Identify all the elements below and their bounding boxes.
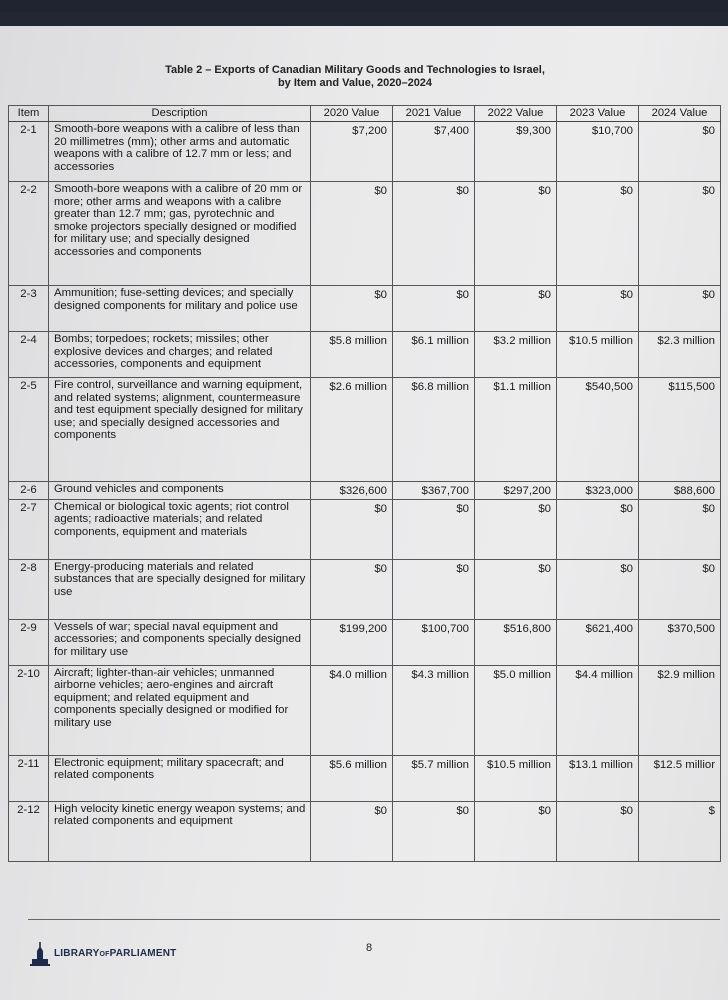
table-title-line-1: Table 2 – Exports of Canadian Military Goods and Technologies to Israel, [165,64,545,76]
value-2021: $5.7 million [393,755,475,801]
value-2024: $12.5 millior [639,755,721,801]
table-row [9,332,721,378]
value-2021: $6.8 million [393,378,475,482]
value-2023: $10.5 million [557,332,639,378]
value-2023: $4.4 million [557,665,639,755]
value-2021: $367,700 [393,482,475,500]
item-code: 2-2 [9,182,49,286]
value-2020: $5.6 million [311,755,393,801]
value-2024: $115,500 [639,378,721,482]
value-2022: $0 [475,499,557,559]
header-2024-value: 2024 Value [639,106,721,122]
value-2020: $0 [311,499,393,559]
value-2021: $0 [393,559,475,619]
table-row [9,482,721,500]
value-2023: $10,700 [557,122,639,182]
item-description: Vessels of war; special naval equipment and accessories; and components specially designed for military use [49,619,311,665]
table-body [9,122,721,862]
value-2024: $2.3 million [639,332,721,378]
value-2020: $5.8 million [311,332,393,378]
value-2023: $0 [557,559,639,619]
background-edge [0,12,728,26]
table-row [9,665,721,755]
value-2020: $7,200 [311,122,393,182]
value-2020: $0 [311,286,393,332]
value-2021: $0 [393,286,475,332]
value-2022: $1.1 million [475,378,557,482]
value-2023: $0 [557,182,639,286]
table-header-row [9,106,721,122]
item-code: 2-12 [9,801,49,861]
table-row [9,286,721,332]
value-2021: $4.3 million [393,665,475,755]
value-2023: $621,400 [557,619,639,665]
value-2021: $100,700 [393,619,475,665]
value-2024: $0 [639,286,721,332]
table-row [9,499,721,559]
table-row [9,378,721,482]
table-title [120,64,590,90]
item-code: 2-11 [9,755,49,801]
value-2024: $0 [639,559,721,619]
value-2022: $0 [475,286,557,332]
value-2021: $0 [393,182,475,286]
library-of-parliament-logo [54,948,176,959]
parliament-tower-icon [30,942,50,966]
table-row [9,182,721,286]
item-description: Ground vehicles and components [49,482,311,500]
header-2020-value: 2020 Value [311,106,393,122]
value-2021: $0 [393,499,475,559]
value-2022: $5.0 million [475,665,557,755]
value-2022: $0 [475,559,557,619]
document-page [0,12,728,1000]
value-2020: $326,600 [311,482,393,500]
header-2021-value: 2021 Value [393,106,475,122]
logo-text-of: OF [99,951,110,958]
item-description: Chemical or biological toxic agents; riot control agents; radioactive materials; and related components, equipment and materials [49,499,311,559]
item-code: 2-10 [9,665,49,755]
footer-divider [28,919,720,920]
item-description: Bombs; torpedoes; rockets; missiles; other explosive devices and charges; and related accessories, components and equipment [49,332,311,378]
header-2023-value: 2023 Value [557,106,639,122]
logo-text-library: LIBRARY [54,948,100,959]
header-item: Item [9,106,49,122]
table-row [9,755,721,801]
item-description: High velocity kinetic energy weapon systems; and related components and equipment [49,801,311,861]
table-row [9,619,721,665]
value-2023: $540,500 [557,378,639,482]
item-description: Electronic equipment; military spacecraft; and related components [49,755,311,801]
value-2024: $0 [639,182,721,286]
logo-text-parliament: PARLIAMENT [109,948,177,959]
page-number: 8 [366,942,373,954]
table-row [9,559,721,619]
table-row [9,801,721,861]
item-description: Energy-producing materials and related substances that are specially designed for military use [49,559,311,619]
value-2022: $9,300 [475,122,557,182]
value-2024: $88,600 [639,482,721,500]
value-2022: $0 [475,182,557,286]
table-row [9,122,721,182]
value-2020: $4.0 million [311,665,393,755]
item-description: Smooth-bore weapons with a calibre of 20 mm or more; other arms and weapons with a calibre greater than 12.7 mm; gas, pyrotechnic and smoke projectors specially designed or modified for military use; and specially designed accessories and components [49,182,311,286]
item-code: 2-7 [9,499,49,559]
value-2024: $0 [639,122,721,182]
value-2023: $0 [557,286,639,332]
value-2024: $370,500 [639,619,721,665]
value-2021: $6.1 million [393,332,475,378]
exports-table [8,105,721,862]
value-2022: $297,200 [475,482,557,500]
value-2022: $3.2 million [475,332,557,378]
item-code: 2-4 [9,332,49,378]
item-code: 2-8 [9,559,49,619]
item-code: 2-9 [9,619,49,665]
value-2020: $0 [311,559,393,619]
item-description: Smooth-bore weapons with a calibre of less than 20 millimetres (mm); other arms and automatic weapons with a calibre of 12.7 mm or less; and accessories [49,122,311,182]
header-description: Description [49,106,311,122]
value-2020: $0 [311,182,393,286]
value-2020: $0 [311,801,393,861]
header-2022-value: 2022 Value [475,106,557,122]
item-code: 2-6 [9,482,49,500]
value-2022: $10.5 million [475,755,557,801]
value-2024: $0 [639,499,721,559]
item-code: 2-1 [9,122,49,182]
value-2022: $0 [475,801,557,861]
table-title-line-2: by Item and Value, 2020–2024 [277,77,433,89]
value-2023: $323,000 [557,482,639,500]
value-2021: $0 [393,801,475,861]
item-description: Ammunition; fuse-setting devices; and specially designed components for military and police use [49,286,311,332]
value-2024: $ [639,801,721,861]
item-description: Aircraft; lighter-than-air vehicles; unmanned airborne vehicles; aero-engines and aircraft equipment; and related equipment and components specially designed or modified for military use [49,665,311,755]
value-2022: $516,800 [475,619,557,665]
item-code: 2-5 [9,378,49,482]
item-description: Fire control, surveillance and warning equipment, and related systems; alignment, countermeasure and test equipment specially designed for military use; and specially designed accessories and components [49,378,311,482]
value-2021: $7,400 [393,122,475,182]
value-2023: $0 [557,801,639,861]
value-2024: $2.9 million [639,665,721,755]
value-2023: $13.1 million [557,755,639,801]
item-code: 2-3 [9,286,49,332]
value-2020: $2.6 million [311,378,393,482]
value-2023: $0 [557,499,639,559]
value-2020: $199,200 [311,619,393,665]
